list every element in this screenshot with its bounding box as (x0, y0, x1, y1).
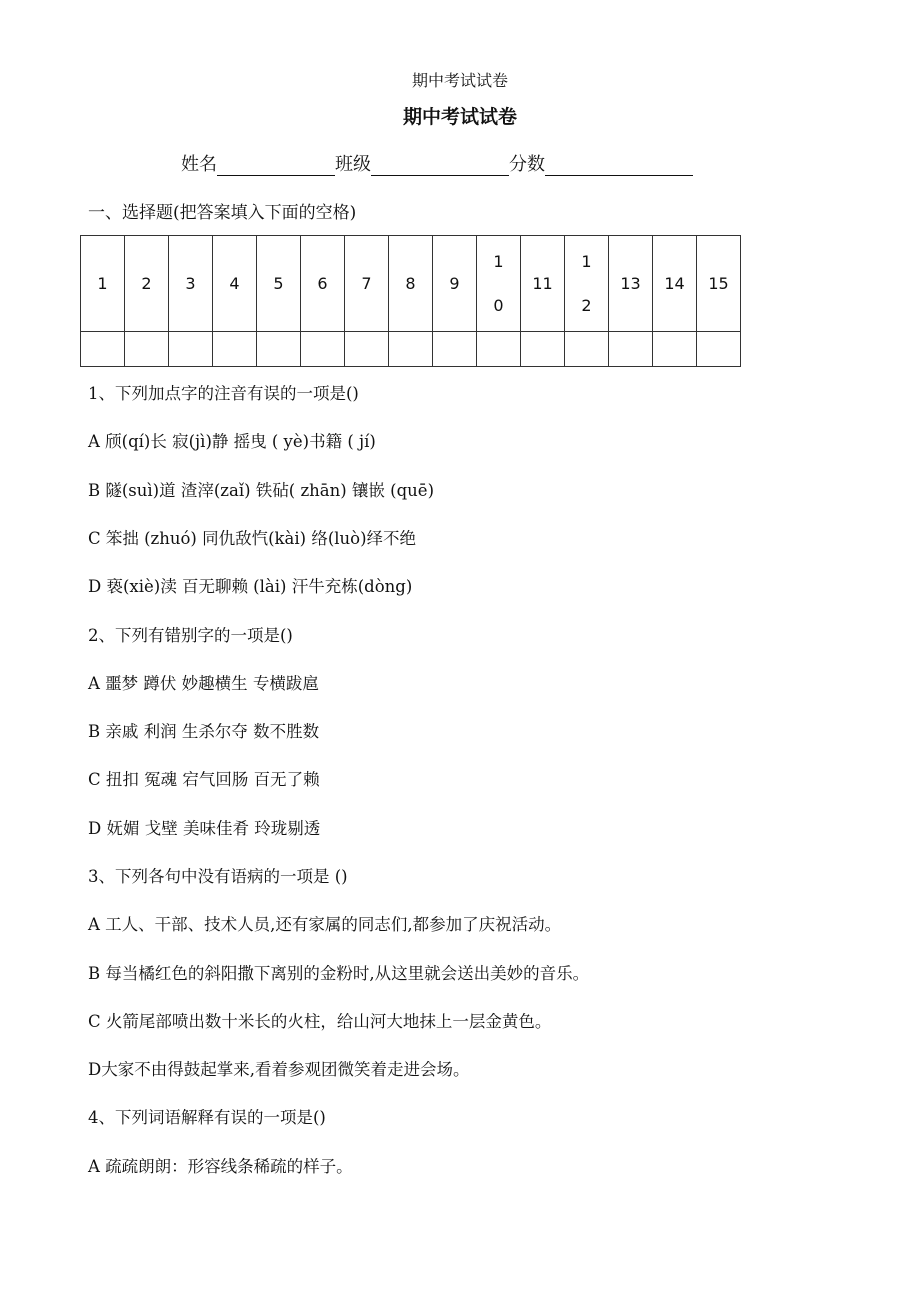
score-label: 分数 (509, 154, 545, 175)
answer-cell[interactable] (565, 332, 609, 367)
question-number-cell: 14 (653, 236, 697, 332)
question-number-stacked: 12 (581, 251, 592, 315)
question-number-cell: 15 (697, 236, 741, 332)
answer-cell[interactable] (697, 332, 741, 367)
answer-cell[interactable] (389, 332, 433, 367)
question-1-stem: 1、下列加点字的注音有误的一项是() (88, 384, 359, 403)
answer-cell[interactable] (213, 332, 257, 367)
question-3-stem: 3、下列各句中没有语病的一项是 () (88, 867, 348, 886)
section-heading: 一、选择题(把答案填入下面的空格) (88, 203, 357, 223)
answer-cell[interactable] (653, 332, 697, 367)
question-1-option-b: B 隧(suì)道 渣滓(zaǐ) 铁砧( zhān) 镶嵌 (quē) (88, 481, 435, 500)
answer-cell[interactable] (125, 332, 169, 367)
answer-cell[interactable] (433, 332, 477, 367)
document-title: 期中考试试卷 (402, 106, 517, 128)
question-2-option-a: A 噩梦 蹲伏 妙趣横生 专横跋扈 (88, 674, 319, 693)
answer-cell[interactable] (345, 332, 389, 367)
question-3-option-c: C 火箭尾部喷出数十米长的火柱，给山河大地抹上一层金黄色。 (88, 1012, 552, 1031)
question-2-option-b: B 亲戚 利润 生杀尔夺 数不胜数 (88, 722, 320, 741)
answer-cell[interactable] (257, 332, 301, 367)
answer-cell[interactable] (301, 332, 345, 367)
answer-cell[interactable] (521, 332, 565, 367)
score-blank[interactable] (545, 155, 693, 176)
question-number-cell: 2 (125, 236, 169, 332)
answer-cell[interactable] (81, 332, 125, 367)
answer-grid (80, 235, 741, 367)
student-info-row (181, 150, 693, 176)
class-label: 班级 (335, 154, 371, 175)
answer-cell[interactable] (477, 332, 521, 367)
answer-grid-answer-row (81, 332, 741, 367)
question-number-cell: 1 (81, 236, 125, 332)
question-1-option-a: A 颀(qí)长 寂(jì)静 摇曳 ( yè)书籍 ( jí) (88, 432, 376, 451)
question-number-cell: 5 (257, 236, 301, 332)
question-number-cell: 9 (433, 236, 477, 332)
answer-cell[interactable] (169, 332, 213, 367)
question-2-stem: 2、下列有错别字的一项是() (88, 626, 293, 645)
question-3-option-a: A 工人、干部、技术人员,还有家属的同志们,都参加了庆祝活动。 (88, 915, 562, 934)
name-label: 姓名 (181, 154, 217, 175)
question-number-cell (477, 236, 521, 332)
question-number-stacked: 10 (493, 251, 504, 315)
question-number-cell: 6 (301, 236, 345, 332)
question-3-option-d: D大家不由得鼓起掌来,看着参观团微笑着走进会场。 (88, 1060, 470, 1079)
question-number-cell (565, 236, 609, 332)
question-1-option-d: D 亵(xiè)渎 百无聊赖 (lài) 汗牛充栋(dòng) (88, 577, 413, 596)
question-number-cell: 3 (169, 236, 213, 332)
question-number-cell: 7 (345, 236, 389, 332)
question-number-cell: 4 (213, 236, 257, 332)
answer-cell[interactable] (609, 332, 653, 367)
class-blank[interactable] (371, 155, 509, 176)
question-2-option-c: C 扭扣 冤魂 宕气回肠 百无了赖 (88, 770, 320, 789)
question-4-option-a: A 疏疏朗朗：形容线条稀疏的样子。 (88, 1157, 353, 1176)
running-header: 期中考试试卷 (411, 71, 508, 90)
question-number-cell: 8 (389, 236, 433, 332)
name-blank[interactable] (217, 155, 335, 176)
question-4-stem: 4、下列词语解释有误的一项是() (88, 1108, 326, 1127)
question-number-cell: 13 (609, 236, 653, 332)
question-1-option-c: C 笨拙 (zhuó) 同仇敌忾(kài) 络(luò)绎不绝 (88, 529, 417, 548)
question-3-option-b: B 每当橘红色的斜阳撒下离别的金粉时,从这里就会送出美妙的音乐。 (88, 964, 590, 983)
answer-grid-number-row (81, 236, 741, 332)
question-2-option-d: D 妩媚 戈壁 美味佳肴 玲珑剔透 (88, 819, 321, 838)
question-number-cell: 11 (521, 236, 565, 332)
